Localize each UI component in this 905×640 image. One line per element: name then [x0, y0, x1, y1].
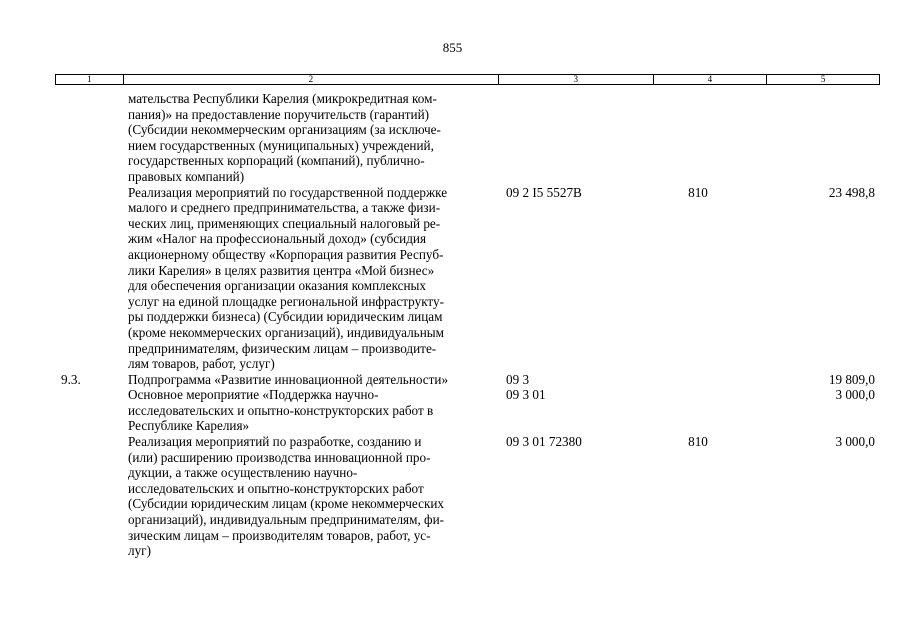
row-expense-type: 810 [688, 434, 708, 450]
table-header [55, 74, 880, 85]
row-amount: 3 000,0 [835, 434, 875, 450]
column-header-3: 3 [499, 75, 654, 84]
row-description: Реализация мероприятий по разработке, созданию и (или) расширению производства инновационной про- дукции, а также осуществлению научно- исследовательских и опытно-конструкторских работ (Субсидии юридическим лицам (кроме некоммерческих организаций), индивидуальным предпринимателям, фи- зическим лицам – производителям товаров, работ, ус- луг) [128, 434, 445, 559]
column-header-1: 1 [56, 75, 124, 84]
row-description: мательства Республики Карелия (микрокредитная ком- пания)» на предоставление поручительств (гарантий) (Субсидии некоммерческим организациям (за исключе- нием государственных (муниципальных) учреждений, государственных корпораций (компаний), публично- правовых компаний) [128, 91, 441, 184]
row-amount: 19 809,0 [828, 371, 875, 387]
row-number [55, 387, 123, 434]
row-number: 9.3. [61, 371, 81, 387]
table-row [55, 372, 880, 388]
row-number [55, 434, 123, 559]
row-amount: 23 498,8 [828, 184, 875, 200]
row-description: Реализация мероприятий по государственной поддержке малого и среднего предпринимательства, а также физи- ческих лиц, применяющих специальный налоговый ре- жим «Налог на профессиональный доход» (субсидия акционерному обществу «Корпорация развития Респуб- лики Карелия» в целях развития центра «Мой бизнес» для обеспечения организации оказания комплексных услуг на единой площадке региональной инфраструкту- ры поддержки бизнеса) (Субсидии юридическим лицам (кроме некоммерческих организаций), индивидуальным предпринимателям, физическим лицам – производите- лям товаров, работ, услуг) [128, 184, 448, 372]
page-number: 855 [442, 40, 463, 55]
column-header-5: 5 [820, 74, 826, 84]
row-amount: 3 000,0 [835, 387, 875, 403]
row-description: Основное мероприятие «Поддержка научно- исследовательских и опытно-конструкторских работ в Республике Карелия» [128, 387, 434, 434]
table-row [55, 434, 880, 559]
row-number [55, 91, 123, 185]
row-expense-type [654, 372, 768, 388]
row-description: Подпрограмма «Развитие инновационной деятельности» [128, 371, 449, 387]
table-row [55, 185, 880, 372]
table-row [55, 91, 880, 185]
row-code: 09 3 01 [506, 387, 546, 403]
row-amount [768, 91, 880, 185]
row-number [55, 185, 123, 372]
column-header-2: 2 [124, 75, 499, 84]
row-code: 09 3 01 72380 [506, 434, 582, 450]
table-row [55, 387, 880, 434]
row-code: 09 2 I5 5527В [506, 184, 582, 200]
row-expense-type: 810 [688, 184, 708, 200]
column-header-4: 4 [654, 75, 768, 84]
row-code: 09 3 [506, 371, 530, 387]
row-expense-type [654, 91, 768, 185]
row-code [499, 91, 654, 185]
table-body [55, 91, 880, 559]
row-expense-type [654, 387, 768, 434]
